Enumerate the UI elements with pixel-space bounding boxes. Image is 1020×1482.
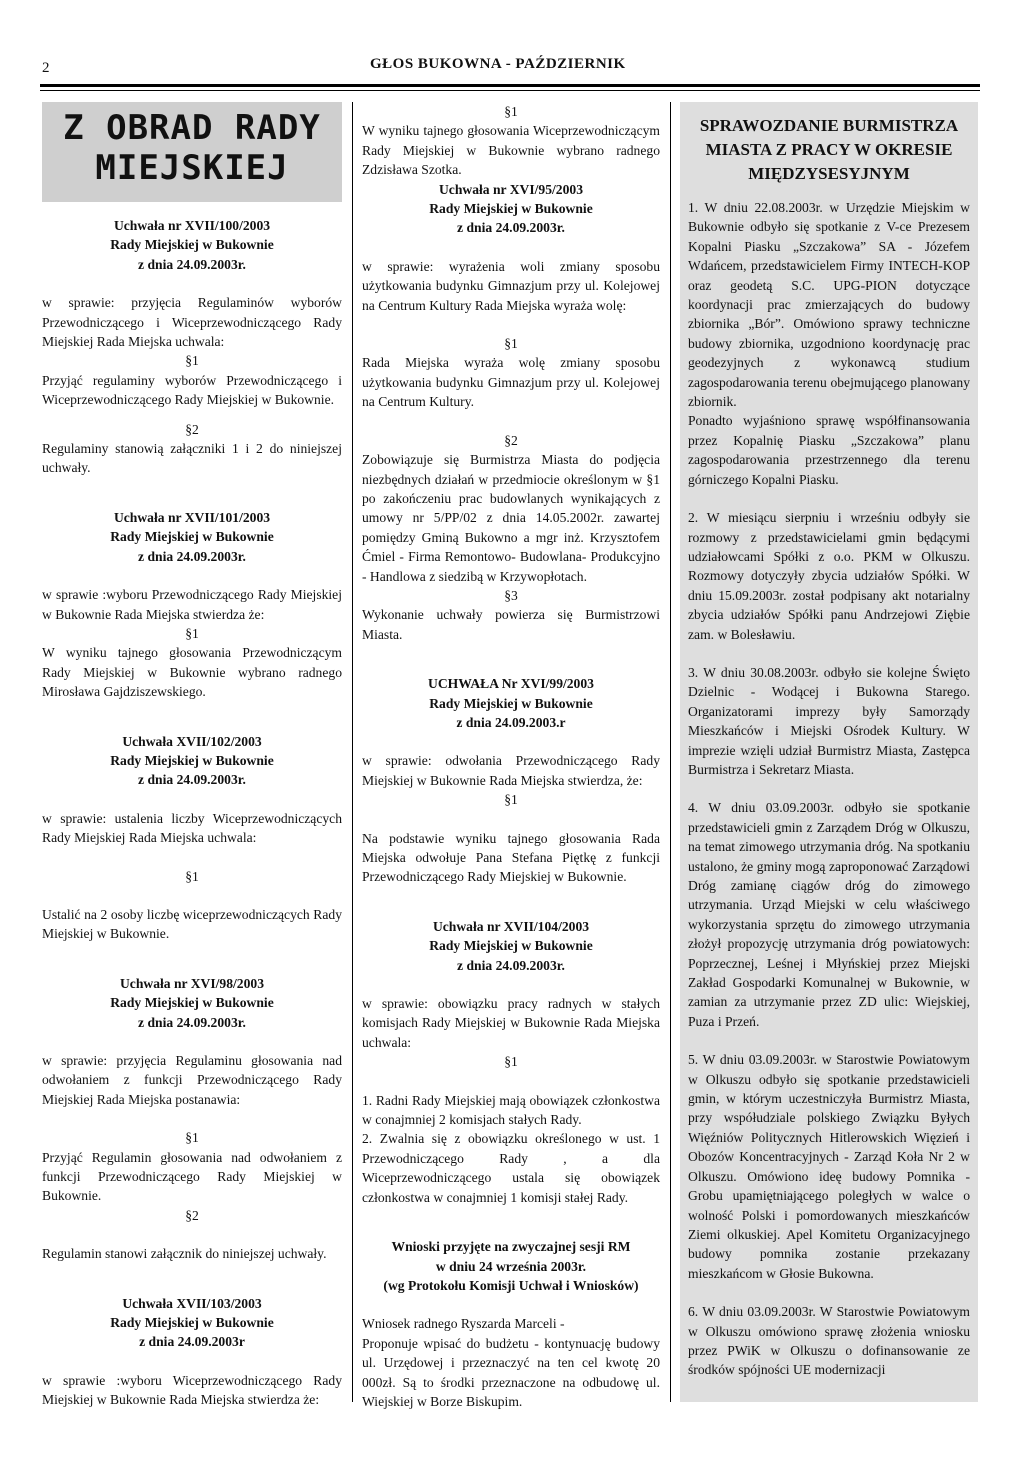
motions-block bbox=[362, 1237, 660, 1411]
resolution-heading: Uchwała nr XVI/95/2003 bbox=[438, 181, 583, 197]
report-sidebar bbox=[680, 102, 978, 1402]
resolution-heading: UCHWAŁA Nr XVI/99/2003 bbox=[428, 676, 594, 692]
resolution-date: z dnia 24.09.2003r bbox=[139, 1334, 245, 1350]
column-divider bbox=[670, 102, 671, 1402]
motions-heading: (wg Protokołu Komisji Uchwał i Wniosków) bbox=[383, 1277, 639, 1293]
resolution-text: Przyjąć Regulamin głosowania nad odwołaniem z funkcji Przewodniczącego Rady Miejskiej w Bukownie. bbox=[42, 1149, 342, 1204]
page-header bbox=[0, 0, 1020, 96]
paragraph-symbol: §1 bbox=[185, 868, 199, 884]
resolution-block bbox=[42, 974, 342, 1264]
resolution-intro: w sprawie: obowiązku pracy radnych w stałych komisjach Rady Miejskiej w Bukownie Rada Miejska uchwala: bbox=[362, 996, 660, 1050]
resolution-date: z dnia 24.09.2003r. bbox=[138, 1014, 246, 1030]
motions-heading: w dniu 24 września 2003r. bbox=[435, 1258, 587, 1274]
page-number: 2 bbox=[42, 60, 50, 76]
resolution-intro: w sprawie: ustalenia liczby Wiceprzewodniczących Rady Miejskiej Rada Miejska uchwala: bbox=[42, 810, 342, 846]
resolution-heading: Uchwała nr XVII/101/2003 bbox=[113, 509, 271, 525]
resolution-heading: Rady Miejskiej w Bukownie bbox=[429, 938, 593, 954]
resolution-block bbox=[362, 917, 660, 1207]
resolution-heading: Uchwała XVII/102/2003 bbox=[122, 733, 262, 749]
report-item: 3. W dniu 30.08.2003r. odbyło sie kolejne Święto Dzielnic - Wodącej i Bukowna Starego. Organizatorami imprezy były Samorządy Mieszkańców i Miejski Ośrodek Kultury. W imprezie wzięli udział Burmistrz Miasta, Zastępca Burmistrza i Sekretarz Miasta. bbox=[688, 664, 970, 777]
resolution-date: z dnia 24.09.2003r. bbox=[138, 256, 246, 272]
report-title-line: MIĘDZYSESYJNYM bbox=[748, 164, 910, 183]
report-item: 4. W dniu 03.09.2003r. odbyło sie spotkanie przedstawicieli gmin z Zarządem Dróg w Olkuszu, na temat zimowego utrzymania dróg. Na spotkaniu ustalono, że gminy mogą zaproponować Zarządowi Dróg zamianę ciągów dróg do zimowego utrzymania. Urząd Miejski w celu właściwego wykorzystania sprzętu do zimowego utrzymania złożył propozycję utrzymania dróg powiatowych: Poprzecznej, Leśnej i Młyńskiej przez Miejski Zakład Gospodarki Komunalnej w Bukownie, w zamian za utrzymanie przez ZD ulic: Wiejskiej, Puza i Przeń. bbox=[688, 800, 970, 1029]
header-rule-thin bbox=[40, 90, 980, 91]
resolution-block bbox=[42, 1294, 342, 1410]
resolution-date: z dnia 24.09.2003r. bbox=[457, 220, 565, 236]
report-item: 2. W miesiącu sierpniu i wrześniu odbyły sie rozmowy z przedstawicielami gmin będącymi udziałowcami Spółki z o.o. PKM w Olkuszu. Rozmowy dotyczyły zbycia udziałów Spółki. W dniu 15.09.2003r. został podpisany akt notarialny zbycia udziałów Spółki panu Andrzejowi Ziębie zam. w Bolesławiu. bbox=[688, 510, 970, 642]
resolution-heading: Rady Miejskiej w Bukownie bbox=[110, 752, 274, 768]
paragraph-symbol: §2 bbox=[185, 1207, 199, 1223]
banner-line: MIEJSKIEJ bbox=[95, 148, 289, 188]
section-banner bbox=[42, 102, 342, 202]
motion-text: Proponuje wpisać do budżetu - kontynuację budowy ul. Urzędowej i przeznaczyć na ten cel kwotę 20 000zł. Są to środki przeznaczone na odbudowę ul. Wiejskiej w Borze Biskupim. bbox=[362, 1335, 660, 1409]
resolution-text: 1. Radni Rady Miejskiej mają obowiązek członkostwa w conajmniej 2 komisjach stałych Rady. bbox=[362, 1092, 660, 1128]
resolution-block bbox=[42, 732, 342, 944]
report-item: Ponadto wyjaśniono sprawę współfinansowania przez Kopalnię Piasku „Szczakowa” planu zagospodarowania przestrzennego dla terenu górniczego Kopalni Piasku. bbox=[688, 413, 970, 487]
resolution-heading: Rady Miejskiej w Bukownie bbox=[429, 201, 593, 217]
header-rule-thick bbox=[40, 84, 980, 87]
resolution-heading: Rady Miejskiej w Bukownie bbox=[110, 529, 274, 545]
paragraph-symbol: §2 bbox=[504, 432, 518, 448]
paragraph-symbol: §1 bbox=[504, 792, 518, 808]
resolution-heading: Uchwała nr XVI/98/2003 bbox=[119, 975, 264, 991]
resolution-text: Zobowiązuje się Burmistrza Miasta do podjęcia niezbędnych działań w przedmiocie określonym w §1 po zakończeniu prac budowlanych wynikających z umowy nr 5/PP/02 z dnia 14.05.2002r. zawartej pomiędzy Gminą Bukowno a mgr inż. Krzysztofem Ćmiel - Firma Remontowo- Budowlana- Produkcyjno - Handlowa z siedzibą w Krzywopłotach. bbox=[362, 452, 660, 584]
report-item: 6. W dniu 03.09.2003r. W Starostwie Powiatowym w Olkuszu omówiono sprawę złożenia wniosku przez PWiK w Olkuszu o dofinansowanie ze środków spójności UE modernizacji bbox=[688, 1304, 970, 1378]
running-title: GŁOS BUKOWNA - PAŹDZIERNIK bbox=[370, 56, 626, 72]
resolution-intro: w sprawie :wyboru Przewodniczącego Rady Miejskiej w Bukownie Rada Miejska stwierdza że: bbox=[42, 587, 342, 622]
resolution-heading: Rady Miejskiej w Bukownie bbox=[110, 995, 274, 1011]
resolution-text: Regulamin stanowi załącznik do niniejszej uchwały. bbox=[42, 1246, 327, 1262]
resolution-intro: w sprawie: wyrażenia woli zmiany sposobu użytkowania budynku Gimnazjum przy ul. Kolejowej na Centrum Kultury Rada Miejska wyraża wolę: bbox=[362, 258, 660, 313]
resolution-date: z dnia 24.09.2003r. bbox=[138, 548, 246, 564]
resolution-text: Regulaminy stanowią załączniki 1 i 2 do niniejszej uchwały. bbox=[42, 441, 342, 476]
resolution-text: 2. Zwalnia się z obowiązku określonego w ust. 1 Przewodniczącego Rady , a dla Wiceprzewodniczącego ustala się obowiązek członkostwa w conajmniej 1 komisji stałej Rady. bbox=[362, 1131, 660, 1205]
report-title-line: MIASTA Z PRACY W OKRESIE bbox=[705, 140, 953, 159]
resolution-text: Ustalić na 2 osoby liczbę wiceprzewodniczących Rady Miejskiej w Bukownie. bbox=[42, 906, 342, 942]
banner-line: Z OBRAD RADY bbox=[63, 108, 321, 148]
resolution-block bbox=[362, 180, 660, 645]
resolution-date: z dnia 24.09.2003.r bbox=[456, 714, 566, 730]
resolution-heading: Rady Miejskiej w Bukownie bbox=[110, 1315, 274, 1331]
resolution-intro: w sprawie: przyjęcia Regulaminu głosowania nad odwołaniem z funkcji Przewodniczącego Rady Miejskiej Rada Miejska postanawia: bbox=[42, 1053, 342, 1107]
resolution-text: W wyniku tajnego głosowania Wiceprzewodniczącym Rady Miejskiej w Bukownie wybrano radnego Zdzisława Szotka. bbox=[362, 123, 660, 178]
resolution-block bbox=[42, 508, 342, 702]
resolution-heading: Uchwała nr XVII/104/2003 bbox=[432, 918, 590, 934]
resolution-heading: Rady Miejskiej w Bukownie bbox=[110, 237, 274, 253]
paragraph-symbol: §2 bbox=[185, 421, 199, 437]
resolution-heading: Rady Miejskiej w Bukownie bbox=[429, 695, 593, 711]
paragraph-symbol: §1 bbox=[504, 1054, 518, 1070]
report-item: 1. W dniu 22.08.2003r. w Urzędzie Miejskim w Bukownie odbyło się spotkanie z V-ce Prezesem Kopalni Piasku „Szczakowa” SA - Józefem Wdańcem, przedstawicielem Firmy INTECH-KOP oraz geodetą S.C. UPG-PION dotyczące koordynacji prac zmierzających do budowy zbiornika „Bór”. Omówiono sprawy techniczne budowy zbiornika, uzgodniono koordynację prac geodezyjnych z wykonawcą studium zagospodarowania terenu obejmującego planowany zbiornik. bbox=[688, 200, 970, 410]
resolution-text: W wyniku tajnego głosowania Przewodniczącym Rady Miejskiej w Bukownie wybrano radnego Mirosława Gajdziszewskiego. bbox=[42, 645, 342, 700]
resolution-text: Rada Miejska wyraża wolę zmiany sposobu użytkowania budynku Gimnazjum przy ul. Kolejowej na Centrum Kultury. bbox=[362, 355, 660, 410]
paragraph-symbol: §1 bbox=[504, 336, 518, 352]
column-left bbox=[42, 102, 342, 1410]
resolution-date: z dnia 24.09.2003r. bbox=[138, 772, 246, 788]
motion-text: Wniosek radnego Ryszarda Marceli - bbox=[362, 1316, 565, 1332]
resolution-intro: w sprawie: przyjęcia Regulaminów wyborów Przewodniczącego i Wiceprzewodniczącego Rady Miejskiej Rada Miejska uchwala: bbox=[42, 295, 342, 350]
column-middle bbox=[362, 102, 660, 1411]
report-title-line: SPRAWOZDANIE BURMISTRZA bbox=[699, 116, 959, 135]
report-title bbox=[688, 114, 970, 186]
paragraph-symbol: §3 bbox=[504, 587, 518, 603]
resolution-block bbox=[42, 216, 342, 478]
resolution-text: Wykonanie uchwały powierza się Burmistrzowi Miasta. bbox=[362, 607, 660, 642]
column-divider bbox=[352, 102, 353, 1402]
resolution-block bbox=[362, 674, 660, 887]
resolution-intro: w sprawie :wyboru Wiceprzewodniczącego Rady Miejskiej w Bukownie Rada Miejska stwierdza że: bbox=[42, 1372, 342, 1408]
motions-heading: Wnioski przyjęte na zwyczajnej sesji RM bbox=[391, 1239, 631, 1255]
resolution-heading: Uchwała nr XVII/100/2003 bbox=[113, 218, 271, 233]
paragraph-symbol: §1 bbox=[185, 353, 199, 369]
report-item: 5. W dniu 03.09.2003r. w Starostwie Powiatowym w Olkuszu odbyło się spotkanie przedstawicieli gmin, w którym uczestniczyła Burmistrz Miasta, przy współudziale polskiego Związku Byłych Więźniów Politycznych Hitlerowskich Więzień i Obozów Koncentracyjnych - Zarząd Koła Nr 2 w Olkuszu. Omówiono ideę budowy Pomnika - Grobu upamiętniającego poległych w walce o wolność Polski i pomordowanych mieszkańców Ziemi olkuskiej. Apel Komitetu Organizacyjnego budowy pomnika zostanie przekazany mieszkańcom w Głosie Bukowna. bbox=[688, 1052, 970, 1281]
resolution-date: z dnia 24.09.2003r. bbox=[457, 957, 565, 973]
paragraph-symbol: §1 bbox=[504, 104, 518, 119]
resolution-intro: w sprawie: odwołania Przewodniczącego Rady Miejskiej w Bukownie Rada Miejska stwierdza, że: bbox=[362, 753, 660, 788]
resolution-heading: Uchwała XVII/103/2003 bbox=[122, 1295, 262, 1311]
resolution-text: Przyjąć regulaminy wyborów Przewodniczącego i Wiceprzewodniczącego Rady Miejskiej w Bukownie. bbox=[42, 372, 342, 408]
paragraph-symbol: §1 bbox=[185, 1130, 199, 1146]
resolution-text: Na podstawie wyniku tajnego głosowania Rada Miejska odwołuje Pana Stefana Piętkę z funkcji Przewodniczącego Rady Miejskiej w Bukownie. bbox=[362, 830, 660, 885]
paragraph-symbol: §1 bbox=[185, 625, 199, 641]
